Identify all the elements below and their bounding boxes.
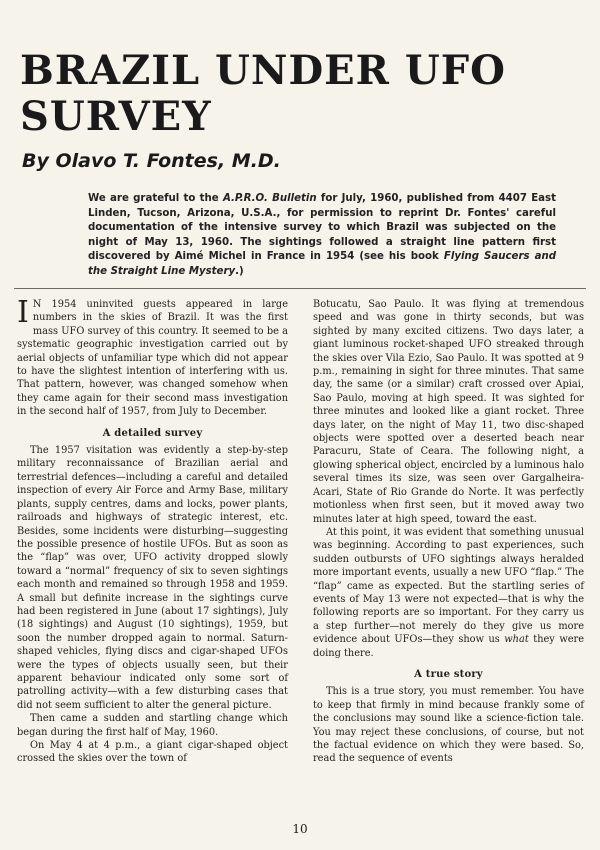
subheading-true-story: A true story xyxy=(414,668,483,680)
opening-paragraph-text: N 1954 uninvited guests appeared in large numbers in the skies of Brazil. It was the first mass UFO survey of this country. It seemed to be a systematic geographic investigation carried out by aerial objects of unfamiliar type which did not appear to have the slightest intention of interfering with us. That pattern, however, was changed somehow when they came again for their second mass investigation in the second half of 1957, from July to December. xyxy=(17,299,288,418)
opening-paragraph xyxy=(17,295,288,419)
body-paragraph: This is a true story, you must remember. You have to keep that firmly in mind because frankly some of the conclusions may sound like a science-fiction tale. You may reject these conclusions, of course, but not the factual evidence on which they were based. So, read the sequence of events xyxy=(313,686,584,765)
intro-text-3: .) xyxy=(235,265,244,277)
divider-rule xyxy=(14,288,586,289)
body-paragraph: The 1957 visitation was evidently a step-by-step military reconnaissance of Brazilian aerial and terrestrial defences—including a careful and detailed inspection of every Air Force and Army Base, military plants, supply centres, dams and locks, power plants, railroads and highways of strategic interest, etc. Besides, some incidents were disturbing—suggesting the possible presence of hostile UFOs. But as soon as the “flap” was over, UFO activity dropped slowly toward a “normal” frequency of six to seven sightings each month and remained so through 1958 and 1959. A small but definite increase in the sightings curve had been registered in June (about 17 sightings), July (18 sightings) and August (10 sightings), 1959, but soon the number dropped again to normal. Saturn-shaped vehicles, flying discs and cigar-shaped UFOs were the types of objects usually seen, but their apparent behaviour indicated only some sort of patrolling activity—with a few disturbing cases that did not seem sufficient to alter the general picture. xyxy=(17,445,288,711)
intro-bulletin-title: A.P.R.O. Bulletin xyxy=(222,193,317,204)
body-paragraph xyxy=(313,526,584,660)
intro-text-1: We are grateful to the xyxy=(88,193,223,204)
subheading-detailed-survey: A detailed survey xyxy=(102,427,203,439)
left-column xyxy=(17,295,288,766)
body-paragraph: Then came a sudden and startling change which began during the first half of May, 1960. xyxy=(17,713,288,738)
paragraph-text: they were doing there. xyxy=(313,634,584,659)
paragraph-text: At this point, it was evident that something unusual was beginning. According to past experiences, such sudden outbursts of UFO sightings always heralded more important events, usually a new UFO “flap.” The “flap” came as expected. But the startling series of events of May 13 were not expected—that is why the following reports are so important. For they carry us a step further—not merely do they give us more evidence about UFOs—they show us xyxy=(313,526,584,646)
body-paragraph: On May 4 at 4 p.m., a giant cigar-shaped object crossed the skies over the town of xyxy=(17,740,288,765)
emphasis-text: what xyxy=(504,634,529,646)
body-paragraph: Botucatu, Sao Paulo. It was flying at tremendous speed and was gone in thirty seconds, but was sighted by many excited citizens. Two days later, a giant luminous rocket-shaped UFO streaked through the skies over Vila Ezio, Sao Paulo. It was spotted at 9 p.m., remaining in sight for three minutes. That same day, the same (or a similar) craft crossed over Apiai, Sao Paulo, moving at high speed. It was sighted for three minutes and looked like a giant rocket. Three days later, on the night of May 11, two disc-shaped objects were spotted over a deserted beach near Paracuru, State of Ceara. The following night, a glowing spherical object, encircled by a luminous halo several times its size, was seen over Gargalheira-Acari, State of Rio Grande do Norte. It was perfectly motionless when first seen, but it moved away two minutes later at high speed, toward the east. xyxy=(313,299,584,525)
intro-book-title: Flying Saucers and the Straight Line Mystery xyxy=(88,251,556,277)
drop-cap: I xyxy=(17,295,29,330)
article-title: BRAZIL UNDER UFO SURVEY xyxy=(20,47,506,140)
intro-text-2: for July, 1960, published from 4407 East Linden, Tucson, Arizona, U.S.A., for permission to reprint Dr. Fontes' careful documentation of the intensive survey to which Brazil was subjected on the night of May 13, 1960. The sightings followed a straight line pattern first discovered by Aimé Michel in France in 1954 (see his book xyxy=(88,193,556,263)
article-byline: By Olavo T. Fontes, M.D. xyxy=(22,150,281,172)
right-column xyxy=(313,298,584,766)
editorial-intro xyxy=(88,192,556,280)
page-number: 10 xyxy=(292,822,308,836)
